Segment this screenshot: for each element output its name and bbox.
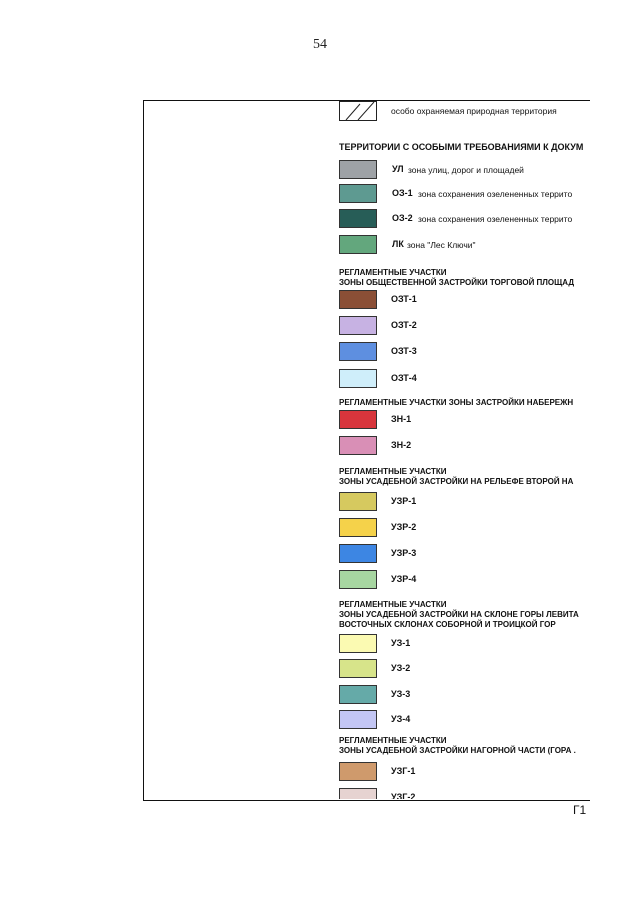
legend-desc: зона улиц, дорог и площадей (408, 165, 524, 175)
legend-code: УЗ-3 (391, 689, 411, 699)
legend-swatch-section_uzg-0 (339, 762, 377, 781)
legend-swatch-section_uz-0 (339, 634, 377, 653)
legend-desc: зона сохранения озелененных террито (418, 214, 573, 224)
legend-code: УЗР-2 (391, 522, 417, 532)
legend-swatch-section_ozt-1 (339, 316, 377, 335)
legend-swatch-section_uzr-2 (339, 544, 377, 563)
legend-code: ЗН-1 (391, 414, 412, 424)
legend-code: ЛК (392, 239, 404, 249)
legend-swatch-section_ozt-2 (339, 342, 377, 361)
section-uzg-title-1: РЕГЛАМЕНТНЫЕ УЧАСТКИ (339, 736, 447, 745)
legend-desc: зона "Лес Ключи" (407, 240, 476, 250)
legend-code: УЗГ-2 (391, 792, 416, 799)
section-uz-title-1: РЕГЛАМЕНТНЫЕ УЧАСТКИ (339, 600, 447, 609)
legend-code: ЗН-2 (391, 440, 412, 450)
section-uzg-title-2: ЗОНЫ УСАДЕБНОЙ ЗАСТРОЙКИ НАГОРНОЙ ЧАСТИ (ГОРА . (339, 746, 576, 755)
section-uzr-title-2: ЗОНЫ УСАДЕБНОЙ ЗАСТРОЙКИ НА РЕЛЬЕФЕ ВТОРОЙ НА (339, 477, 574, 486)
legend-code: УЗР-4 (391, 574, 417, 584)
legend-code: УЗ-2 (391, 663, 411, 673)
legend-code: ОЗТ-2 (391, 320, 417, 330)
section-special-title: ТЕРРИТОРИИ С ОСОБЫМИ ТРЕБОВАНИЯМИ К ДОКУМ (339, 142, 584, 152)
section-ozt-title-1: РЕГЛАМЕНТНЫЕ УЧАСТКИ (339, 268, 447, 277)
legend-code: ОЗТ-1 (391, 294, 417, 304)
legend-swatch-section_uzg-1 (339, 788, 377, 799)
section-uz-title-3: ВОСТОЧНЫХ СКЛОНАХ СОБОРНОЙ И ТРОИЦКОЙ ГОР (339, 620, 556, 629)
section-zn-title: РЕГЛАМЕНТНЫЕ УЧАСТКИ ЗОНЫ ЗАСТРОЙКИ НАБЕРЕЖН (339, 398, 574, 407)
page-number: 54 (313, 37, 327, 52)
hatch-pattern-icon (340, 102, 376, 120)
legend-code: УЗ-4 (391, 714, 411, 724)
legend-swatch-section_uz-3 (339, 710, 377, 729)
section-ozt-title-2: ЗОНЫ ОБЩЕСТВЕННОЙ ЗАСТРОЙКИ ТОРГОВОЙ ПЛОЩАД (339, 278, 575, 287)
legend-swatch-section_special-3 (339, 235, 377, 254)
legend-code: ОЗ-2 (392, 213, 413, 223)
legend-swatch-section_uz-1 (339, 659, 377, 678)
sheet-label: Г1 (573, 803, 587, 817)
legend-swatch-section_ozt-0 (339, 290, 377, 309)
legend-swatch-section_ozt-3 (339, 369, 377, 388)
legend-code: ОЗТ-4 (391, 373, 417, 383)
legend-swatch-section_zn-0 (339, 410, 377, 429)
legend-code: ОЗТ-3 (391, 346, 417, 356)
legend-swatch-section_uz-2 (339, 685, 377, 704)
legend-code: УЗР-1 (391, 496, 417, 506)
legend-swatch-section_special-1 (339, 184, 377, 203)
legend-code: УЗГ-1 (391, 766, 416, 776)
legend-swatch-section_special-2 (339, 209, 377, 228)
legend-code: УЗР-3 (391, 548, 417, 558)
legend-swatch-section_uzr-3 (339, 570, 377, 589)
hatch-desc: особо охраняемая природная территория (391, 106, 557, 116)
hatch-swatch (339, 101, 377, 121)
legend-code: УЛ (392, 164, 404, 174)
legend-code: ОЗ-1 (392, 188, 413, 198)
legend-swatch-section_uzr-1 (339, 518, 377, 537)
section-uzr-title-1: РЕГЛАМЕНТНЫЕ УЧАСТКИ (339, 467, 447, 476)
legend-swatch-section_uzr-0 (339, 492, 377, 511)
legend-swatch-section_zn-1 (339, 436, 377, 455)
legend-swatch-section_special-0 (339, 160, 377, 179)
section-uz-title-2: ЗОНЫ УСАДЕБНОЙ ЗАСТРОЙКИ НА СКЛОНЕ ГОРЫ ЛЕВИТА (339, 610, 579, 619)
legend-desc: зона сохранения озелененных террито (418, 189, 573, 199)
legend-code: УЗ-1 (391, 638, 411, 648)
